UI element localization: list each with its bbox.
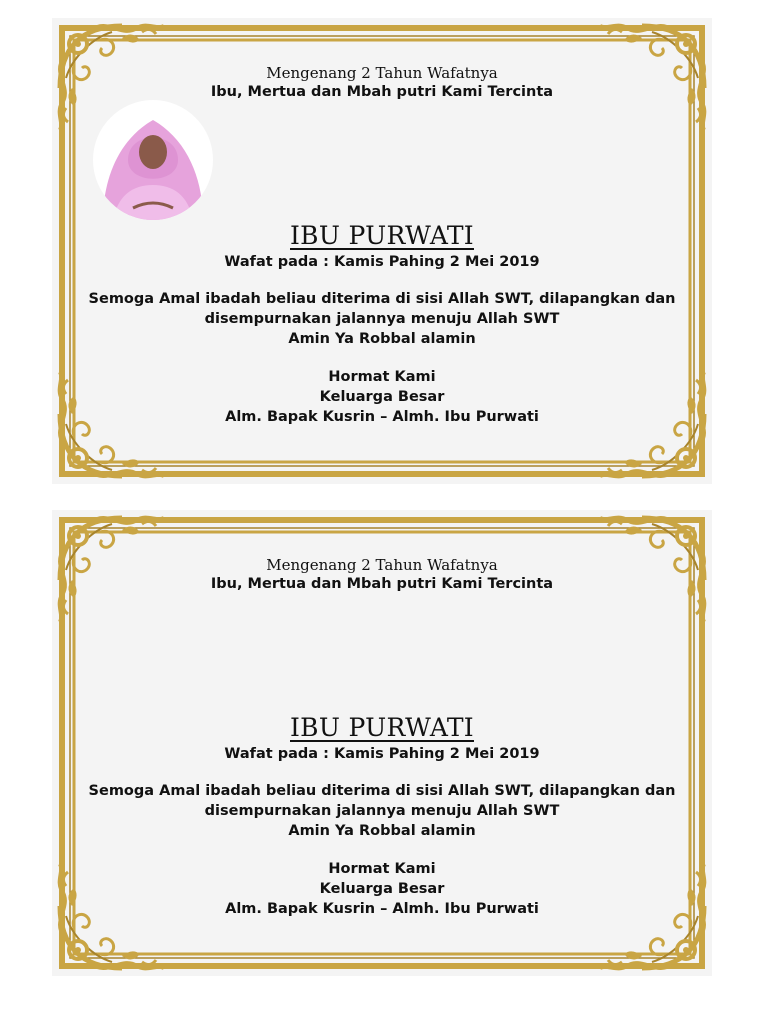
signature-line: Keluarga Besar [319,389,445,405]
portrait-photo [93,100,213,220]
death-date: Wafat pada : Kamis Pahing 2 Mei 2019 [224,254,540,270]
signature-line: Hormat Kami [328,861,436,877]
memorial-subheading: Ibu, Mertua dan Mbah putri Kami Tercinta [210,84,554,100]
signature-line: Alm. Bapak Kusrin – Almh. Ibu Purwati [225,901,539,917]
deceased-name: IBU PURWATI [290,713,474,742]
deceased-name: IBU PURWATI [290,221,474,250]
prayer-line: Amin Ya Robbal alamin [288,823,476,839]
memorial-heading: Mengenang 2 Tahun Wafatnya [266,556,498,574]
signature-line: Alm. Bapak Kusrin – Almh. Ibu Purwati [225,409,539,425]
prayer-line: Semoga Amal ibadah beliau diterima di sisi Allah SWT, dilapangkan dan [88,291,676,307]
prayer-line: Amin Ya Robbal alamin [288,331,476,347]
prayer-line: disempurnakan jalannya menuju Allah SWT [204,803,560,819]
memorial-card-1 [52,18,712,484]
signature-line: Hormat Kami [328,369,436,385]
prayer-line: disempurnakan jalannya menuju Allah SWT [204,311,560,327]
signature-line: Keluarga Besar [319,881,445,897]
prayer-line: Semoga Amal ibadah beliau diterima di sisi Allah SWT, dilapangkan dan [88,783,676,799]
memorial-heading: Mengenang 2 Tahun Wafatnya [266,64,498,82]
memorial-card-2 [52,510,712,976]
death-date: Wafat pada : Kamis Pahing 2 Mei 2019 [224,746,540,762]
memorial-subheading: Ibu, Mertua dan Mbah putri Kami Tercinta [210,576,554,592]
